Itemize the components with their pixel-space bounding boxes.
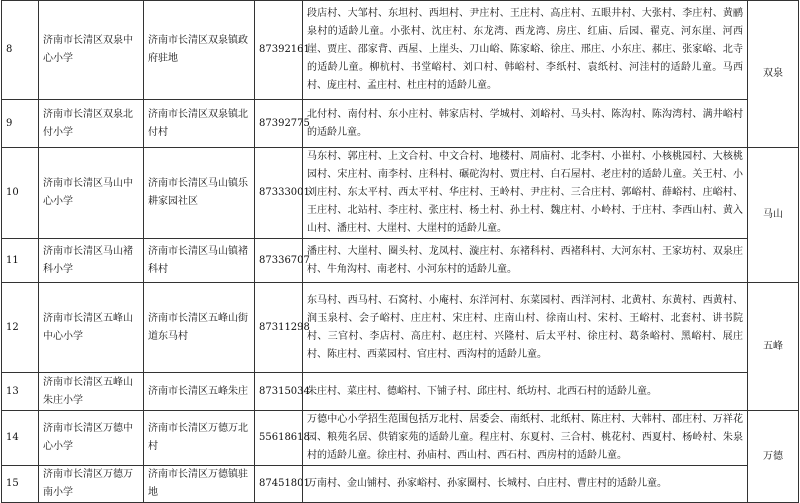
school-address: 济南市长清区马山镇乐耕家园社区 [144, 148, 255, 239]
school-name: 济南市长清区马山褚科小学 [39, 239, 144, 283]
school-name: 济南市长清区万德中心小学 [39, 411, 144, 466]
phone-number: 87392161 [255, 1, 303, 100]
phone-number: 87311298 [255, 283, 303, 373]
enrollment-area: 潘庄村、大崖村、圈头村、龙凤村、漩庄村、东褚科村、西褚科村、大河东村、王家坊村、双泉庄村、牛角沟村、南老村、小河东村的适龄儿童。 [303, 239, 748, 283]
row-number: 8 [2, 1, 39, 100]
school-address: 济南市长清区双泉镇北付村 [144, 100, 255, 148]
enrollment-area: 东马村、西马村、石窝村、小庵村、东洋河村、东菜园村、西洋河村、北黄村、东黄村、西黄村、润玉泉村、会子峪村、庄庄村、宋庄村、庄南山村、徐南山村、宋村、王峪村、北套村、讲书院村、三官村、李店村、高庄村、赵庄村、兴隆村、后太平村、徐庄村、葛条峪村、黑峪村、展庄村、陈庄村、西菜园村、官庄村、西沟村的适龄儿童。 [303, 283, 748, 373]
enrollment-area: 北付村、南付村、东小庄村、韩家店村、学城村、刘峪村、马头村、陈沟村、陈沟湾村、满井峪村的适龄儿童。 [303, 100, 748, 148]
region-label: 万德 [748, 411, 799, 503]
row-number: 9 [2, 100, 39, 148]
enrollment-area: 万南村、金山铺村、孙家峪村、孙家圈村、长城村、白庄村、曹庄村的适龄儿童。 [303, 466, 748, 503]
row-number: 12 [2, 283, 39, 373]
table-row [2, 283, 799, 373]
table-row [2, 466, 799, 503]
phone-number: 87333001 [255, 148, 303, 239]
row-number: 13 [2, 373, 39, 411]
region-label: 双泉 [748, 1, 799, 148]
enrollment-area: 马东村、郭庄村、上文合村、中文合村、地楼村、周庙村、北李村、小崔村、小核桃园村、大核桃园村、宋庄村、南李村、庄科村、碾砣沟村、贾庄村、白石屋村、老庄村的适龄儿童。关王村、小刘庄村、东太平村、西太平村、华庄村、王岭村、尹庄村、三合庄村、郭峪村、薛峪村、庄峪村、王庄村、北站村、李庄村、张庄村、杨土村、孙土村、魏庄村、小岭村、于庄村、李西山村、黄入山村、潘庄村、大崖村、大崖村的适龄儿童。 [303, 148, 748, 239]
school-name: 济南市长清区马山中心小学 [39, 148, 144, 239]
school-address: 济南市长清区双泉镇政府驻地 [144, 1, 255, 100]
school-name: 济南市长清区万德万南小学 [39, 466, 144, 503]
table-row [2, 239, 799, 283]
row-number: 10 [2, 148, 39, 239]
school-address: 济南市长清区五峰朱庄 [144, 373, 255, 411]
row-number: 11 [2, 239, 39, 283]
phone-number: 87315034 [255, 373, 303, 411]
enrollment-area: 朱庄村、菜庄村、德峪村、下铺子村、邱庄村、纸坊村、北西石村的适龄儿童。 [303, 373, 748, 411]
school-name: 济南市长清区五峰山朱庄小学 [39, 373, 144, 411]
enrollment-area: 万德中心小学招生范围包括万北村、居委会、南纸村、北纸村、陈庄村、大韩村、邵庄村、万祥花园、粮苑名居、供销家苑的适龄儿童。程庄村、东夏村、三合村、桃花村、西夏村、杨岭村、朱泉村的适龄儿童。徐庄村、孙庙村、西山村、西石村、西房村的适龄儿童。 [303, 411, 748, 466]
table-row [2, 1, 799, 100]
school-address: 济南市长清区马山镇褚科村 [144, 239, 255, 283]
table-row [2, 373, 799, 411]
school-district-table [1, 0, 799, 503]
school-name: 济南市长清区双泉中心小学 [39, 1, 144, 100]
row-number: 14 [2, 411, 39, 466]
phone-number: 87451801 [255, 466, 303, 503]
table-row [2, 411, 799, 466]
phone-number: 87336707 [255, 239, 303, 283]
region-label: 马山 [748, 148, 799, 283]
table-row [2, 100, 799, 148]
school-name: 济南市长清区五峰山中心小学 [39, 283, 144, 373]
phone-number: 87392775 [255, 100, 303, 148]
enrollment-area: 段店村、大邹村、东坦村、西坦村、尹庄村、王庄村、高庄村、五眼井村、大张村、李庄村、黄鹂泉村的适龄儿童。小张村、沈庄村、东龙湾、西龙湾、房庄、红庙、后园、翟克、河东崖、河西崖、贾庄、邵家背、西屋、上崖头、刀山峪、陈家峪、徐庄、邢庄、小东庄、郝庄、张家峪、北寺的适龄儿童。柳杭村、书堂峪村、刘口村、韩峪村、李纸村、袁纸村、河洼村的适龄儿童。马西村、庞庄村、孟庄村、杜庄村的适龄儿童。 [303, 1, 748, 100]
school-address: 济南市长清区万德万北村 [144, 411, 255, 466]
table-row [2, 148, 799, 239]
school-address: 济南市长清区万德镇驻地 [144, 466, 255, 503]
phone-number: 55618618 [255, 411, 303, 466]
row-number: 15 [2, 466, 39, 503]
school-address: 济南市长清区五峰山街道东马村 [144, 283, 255, 373]
school-name: 济南市长清区双泉北付小学 [39, 100, 144, 148]
region-label: 五峰 [748, 283, 799, 411]
